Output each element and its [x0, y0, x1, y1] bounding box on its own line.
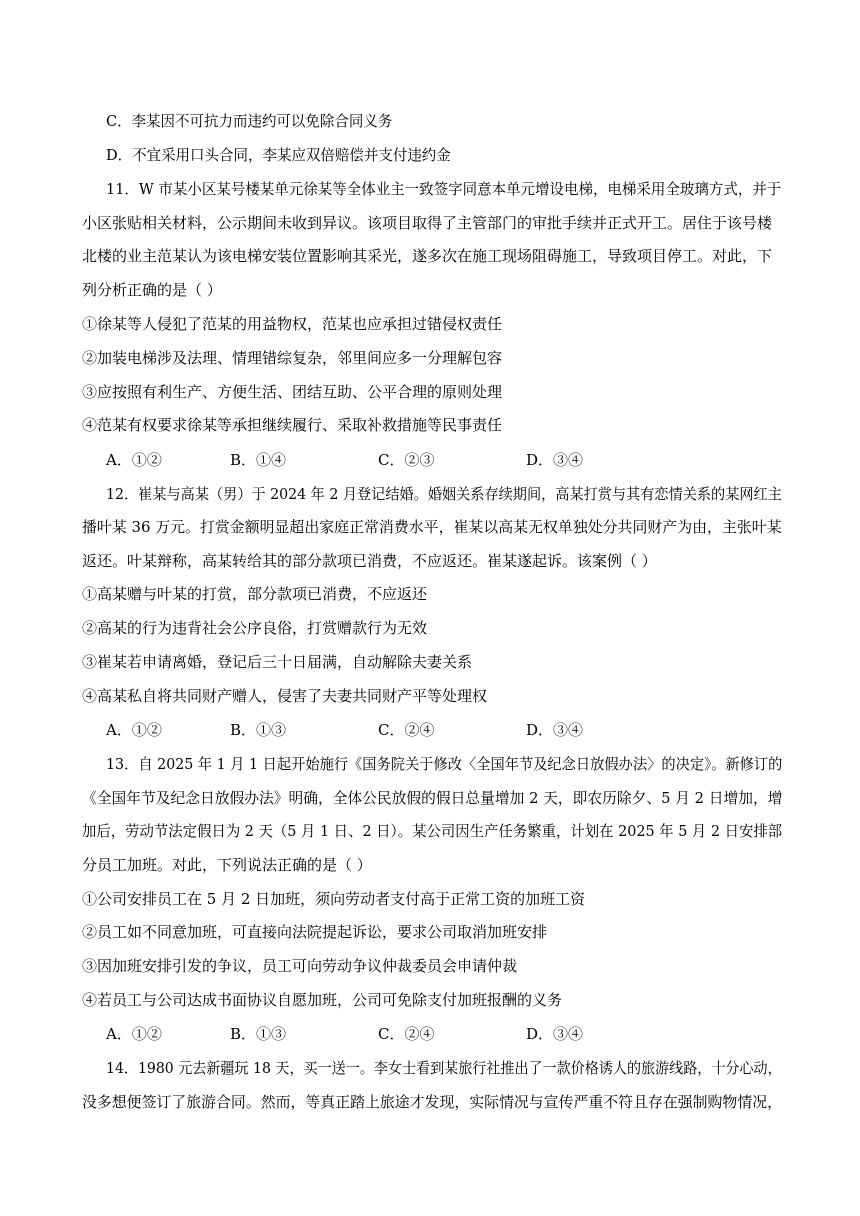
option-a[interactable]: A．①② — [106, 721, 162, 739]
statement-item: ①徐某等人侵犯了范某的用益物权，范某也应承担过错侵权责任 — [82, 315, 503, 333]
question-stem-line: 13．自 2025 年 1 月 1 日起开始施行《国务院关于修改〈全国年节及纪念日放假办法〉的决定》。新修订的 — [106, 755, 783, 773]
option-b[interactable]: B．①④ — [230, 451, 287, 469]
question-stem-line: 11．W 市某小区某号楼某单元徐某等全体业主一致签字同意本单元增设电梯，电梯采用全玻璃方式，并于 — [106, 180, 782, 198]
answer-options — [106, 720, 746, 740]
option-b[interactable]: B．①③ — [230, 721, 287, 739]
statement-item: ①公司安排员工在 5 月 2 日加班，须向劳动者支付高于正常工资的加班工资 — [82, 890, 586, 908]
question-stem-line: 加后，劳动节法定假日为 2 天（5 月 1 日、2 日）。某公司因生产任务繁重，计划在 2025 年 5 月 2 日安排部 — [82, 822, 783, 840]
option-b[interactable]: B．①③ — [230, 1025, 287, 1043]
statement-item: ②员工如不同意加班，可直接向法院提起诉讼，要求公司取消加班安排 — [82, 923, 548, 941]
statement-item: ③崔某若申请离婚，登记后三十日届满，自动解除夫妻关系 — [82, 653, 473, 671]
question-stem-line: 14．1980 元去新疆玩 18 天，买一送一。李女士看到某旅行社推出了一款价格诱人的旅游线路，十分心动， — [106, 1059, 782, 1077]
statement-item: ④若员工与公司达成书面协议自愿加班，公司可免除支付加班报酬的义务 — [82, 991, 563, 1009]
question-stem-line: 小区张贴相关材料，公示期间未收到异议。该项目取得了主管部门的审批手续并正式开工。居住于该号楼 — [82, 214, 773, 232]
statement-item: ②加装电梯涉及法理、情理错综复杂，邻里间应多一分理解包容 — [82, 349, 503, 367]
option-c[interactable]: C．②③ — [378, 451, 435, 469]
statement-item: ③应按照有利生产、方便生活、团结互助、公平合理的原则处理 — [82, 383, 503, 401]
option-d[interactable]: D．③④ — [526, 721, 584, 739]
question-stem-line: 没多想便签订了旅游合同。然而，等真正踏上旅途才发现，实际情况与宣传严重不符且存在强制购物情况， — [82, 1093, 783, 1111]
question-stem-line: 分员工加班。对此，下列说法正确的是（ ） — [82, 856, 372, 874]
statement-item: ④高某私自将共同财产赠人，侵害了夫妻共同财产平等处理权 — [82, 687, 488, 705]
question-stem-line: 12．崔某与高某（男）于 2024 年 2 月登记结婚。婚姻关系存续期间，高某打赏与其有恋情关系的某网红主 — [106, 485, 782, 503]
option-d[interactable]: D．③④ — [526, 1025, 584, 1043]
option-c[interactable]: C．②④ — [378, 721, 435, 739]
statement-item: ④范某有权要求徐某等承担继续履行、采取补救措施等民事责任 — [82, 416, 503, 434]
question-stem-line: 播叶某 36 万元。打赏金额明显超出家庭正常消费水平，崔某以高某无权单独处分共同财产为由，主张叶某 — [82, 518, 782, 536]
statement-item: ①高某赠与叶某的打赏，部分款项已消费，不应返还 — [82, 585, 428, 603]
question-stem-line: 返还。叶某辩称，高某转给其的部分款项已消费，不应返还。崔某遂起诉。该案例（ ） — [82, 552, 657, 570]
option-a[interactable]: A．①② — [106, 1025, 162, 1043]
statement-item: ②高某的行为违背社会公序良俗，打赏赠款行为无效 — [82, 619, 428, 637]
prev-option-c: C．李某因不可抗力而违约可以免除合同义务 — [106, 112, 393, 130]
prev-option-d: D．不宜采用口头合同，李某应双倍赔偿并支付违约金 — [106, 146, 451, 164]
question-stem-line: 《全国年节及纪念日放假办法》明确，全体公民放假的假日总量增加 2 天，即农历除夕、5 月 2 日增加，增 — [82, 789, 783, 807]
option-d[interactable]: D．③④ — [526, 451, 584, 469]
question-stem-line: 北楼的业主范某认为该电梯安装位置影响其采光，遂多次在施工现场阻碍施工，导致项目停工。对此，下 — [82, 247, 773, 265]
option-c[interactable]: C．②④ — [378, 1025, 435, 1043]
answer-options — [106, 1024, 746, 1044]
question-stem-line: 列分析正确的是（ ） — [82, 281, 222, 299]
answer-options — [106, 450, 746, 470]
option-a[interactable]: A．①② — [106, 451, 162, 469]
statement-item: ③因加班安排引发的争议，员工可向劳动争议仲裁委员会申请仲裁 — [82, 957, 518, 975]
